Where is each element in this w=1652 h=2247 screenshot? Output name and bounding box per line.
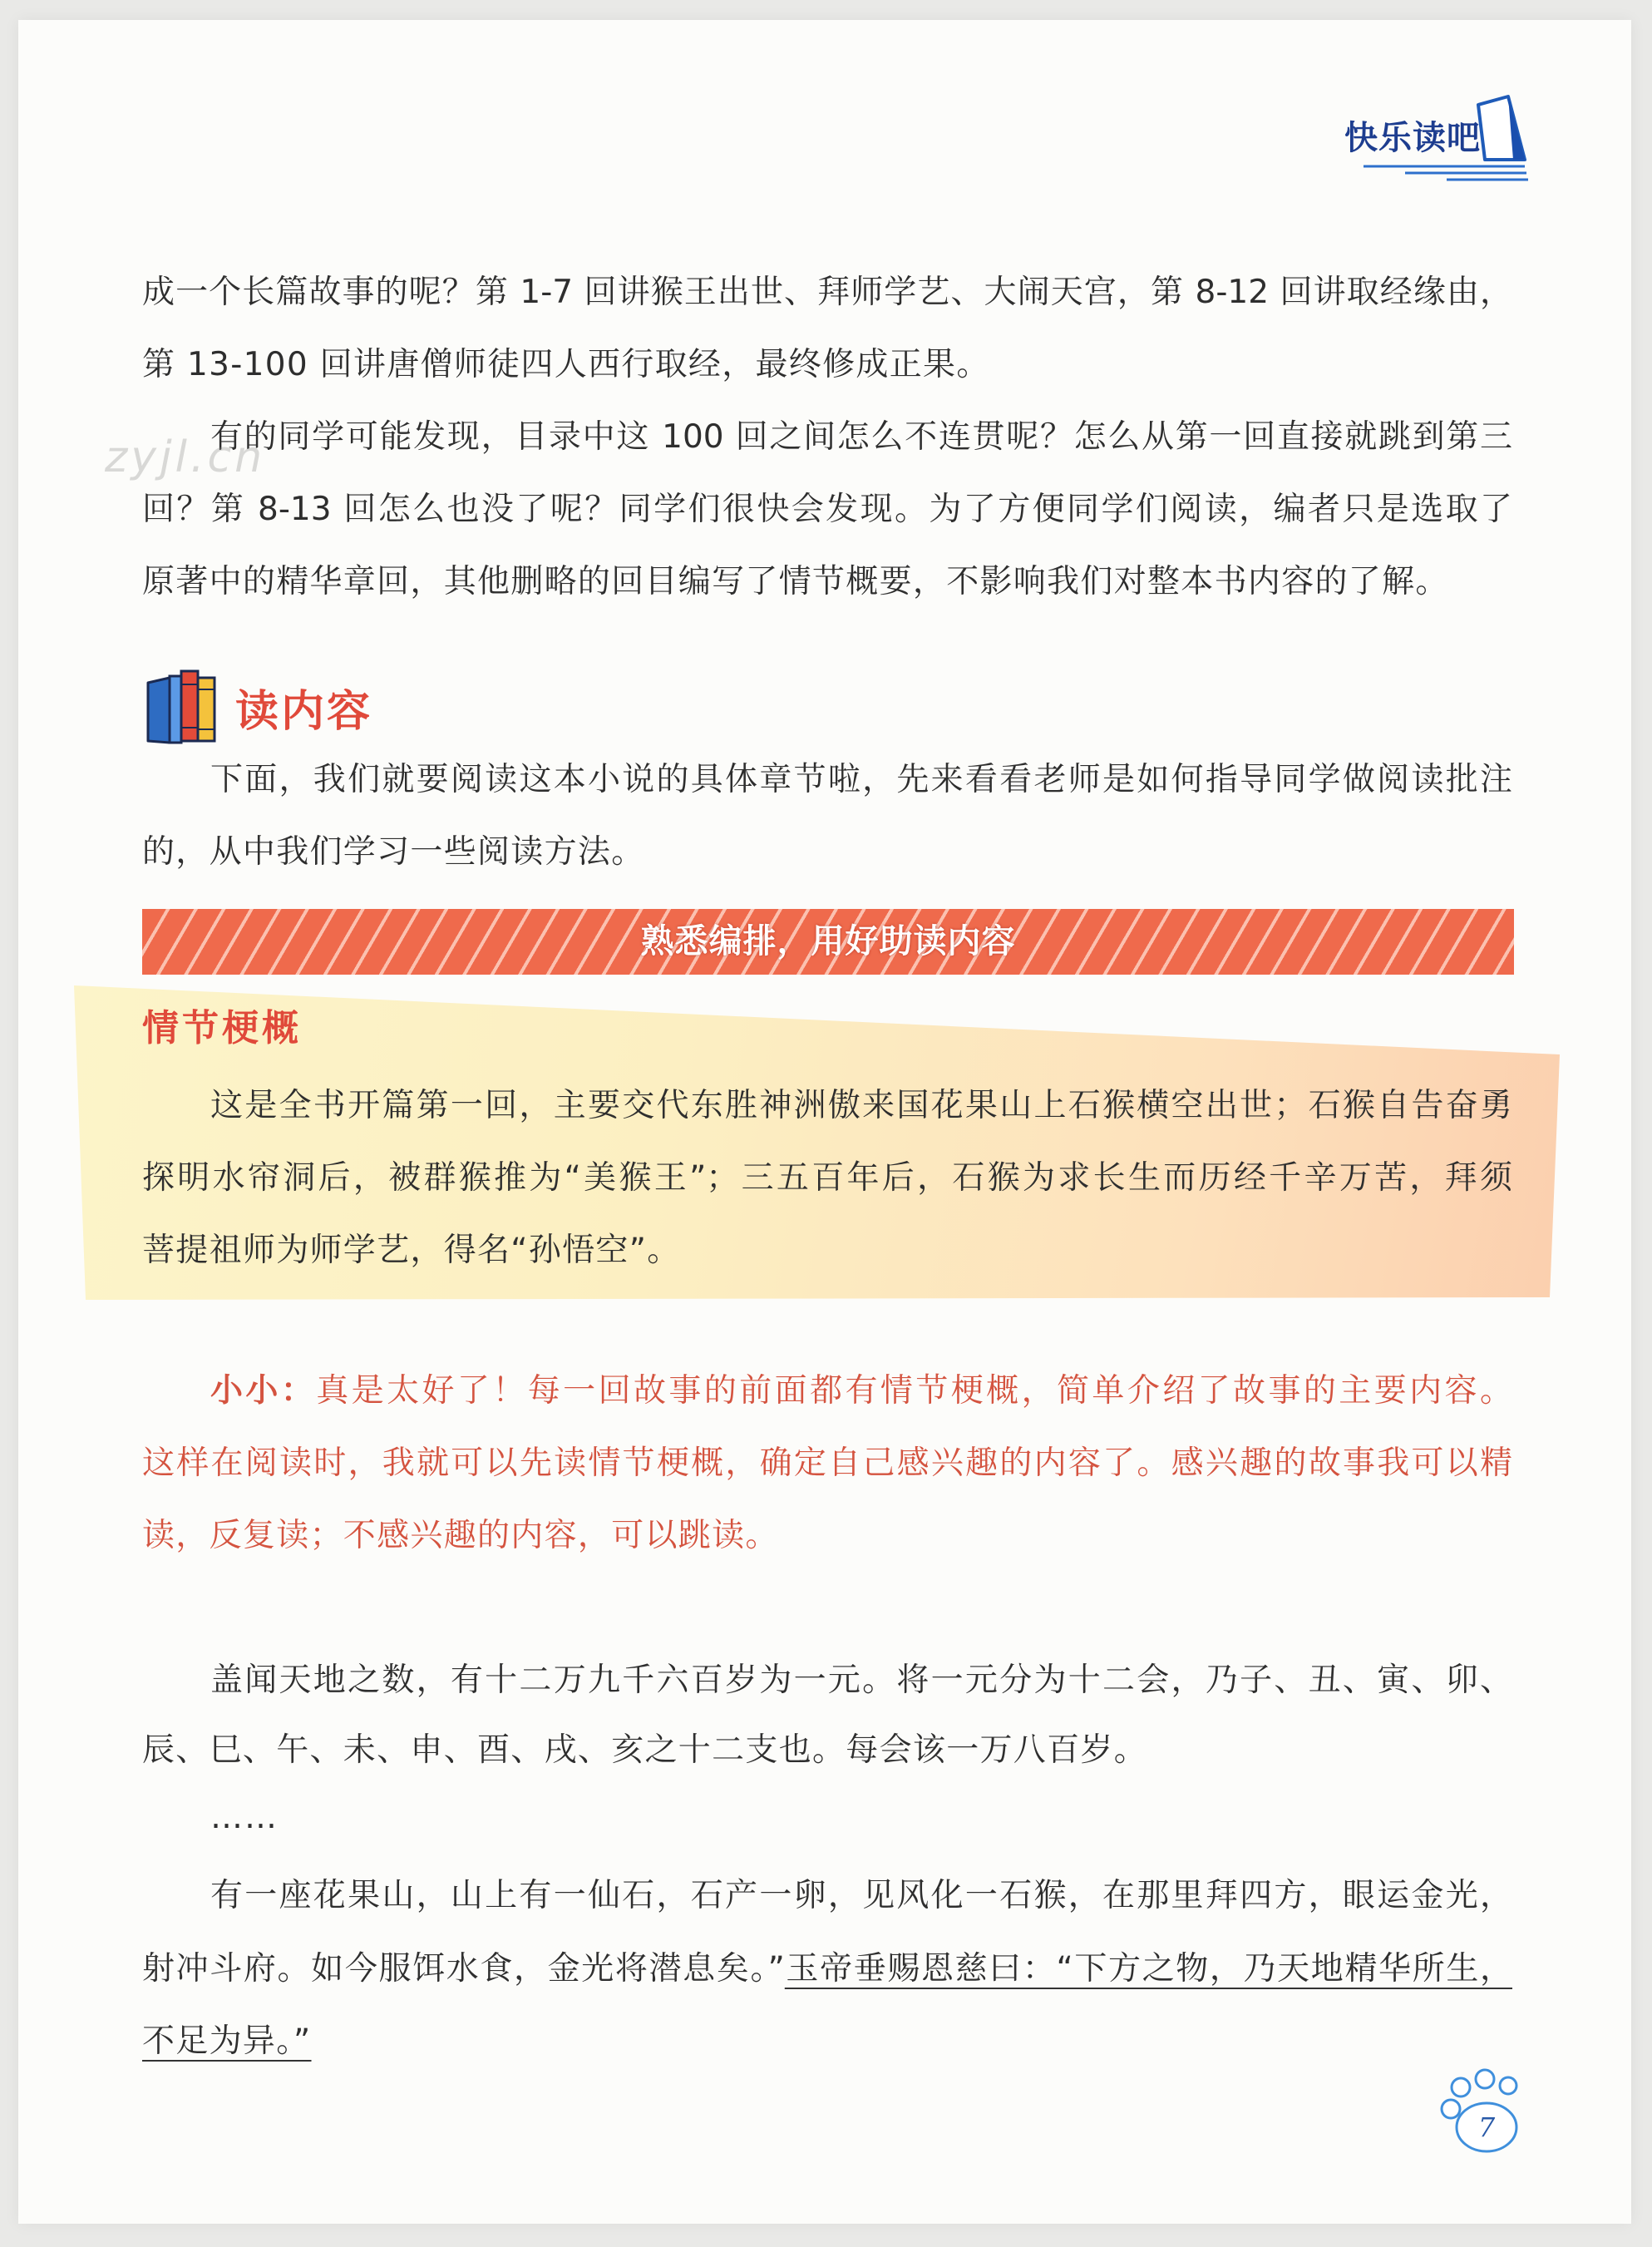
text-line: 这样在阅读时，我就可以先读情节梗概，确定自己感兴趣的内容了。感兴趣的故事我可以精 [142, 1444, 1512, 1482]
comment-text: 真是太好了！每一回故事的前面都有情节梗概，简单介绍了故事的主要内容。 [316, 1372, 1512, 1410]
blue-book-cover [148, 678, 170, 743]
section-title: 读内容 [235, 687, 373, 737]
plain-text: 射冲斗府。如今服饵水食，金光将潜息矣。” [142, 1949, 785, 1988]
underlined-text: 不足为异。” [142, 2022, 312, 2060]
yellow-book [198, 678, 215, 741]
text-line: 探明水帘洞后，被群猴推为“美猴王”；三五百年后，石猴为求长生而历经千辛万苦，拜须 [142, 1159, 1512, 1197]
intro-paragraph-2 [142, 401, 1512, 618]
page-number: 7 [1477, 2111, 1496, 2143]
text-line: 第 13-100 回讲唐僧师徒四人西行取经，最终修成正果。 [142, 346, 990, 383]
student-comment [142, 1355, 1512, 1572]
header-title: 快乐读吧 [1344, 119, 1481, 157]
summary-text [142, 1069, 1512, 1286]
summary-title: 情节梗概 [142, 1007, 302, 1049]
paw-toe [1476, 2070, 1494, 2088]
watermark: zyjl.cn [105, 432, 266, 482]
section-paragraph [142, 743, 1512, 888]
paw-toe [1500, 2077, 1516, 2094]
paw-toe [1442, 2100, 1460, 2118]
text-line: 辰、巳、午、未、申、酉、戌、亥之十二支也。每会该一万八百岁。 [142, 1731, 1148, 1769]
text-line: 有一座花果山，山上有一仙石，石产一卵，见风化一石猴，在那里拜四方，眼运金光， [210, 1877, 1512, 1914]
books-icon [145, 668, 224, 744]
ellipsis: …… [210, 1799, 279, 1836]
text-line: 成一个长篇故事的呢？第 1-7 回讲猴王出世、拜师学艺、大闹天宫，第 8-12 回讲取经缘由， [142, 274, 1512, 311]
text-line: 菩提祖师为师学艺，得名“孙悟空”。 [142, 1232, 681, 1269]
text-line [142, 1933, 1512, 2006]
underlined-text: 玉帝垂赐恩慈曰：“下方之物，乃天地精华所生， [784, 1949, 1512, 1988]
text-line [142, 1355, 1512, 1427]
text-line: 的，从中我们学习一些阅读方法。 [142, 833, 645, 871]
paw-toe [1452, 2078, 1470, 2096]
text-line: 这是全书开篇第一回，主要交代东胜神洲傲来国花果山上石猴横空出世；石猴自告奋勇 [210, 1087, 1512, 1124]
text-line: 回？第 8-13 回怎么也没了呢？同学们很快会发现。为了方便同学们阅读，编者只是选取了 [142, 491, 1512, 528]
excerpt-paragraph-1 [142, 1646, 1512, 1785]
intro-paragraph-1 [142, 256, 1512, 401]
red-book [181, 671, 198, 741]
text-line: 读，反复读；不感兴趣的内容，可以跳读。 [142, 1517, 779, 1554]
comment-speaker: 小小： [210, 1371, 317, 1410]
banner-text: 熟悉编排，用好助读内容 [640, 922, 1016, 961]
text-line: 盖闻天地之数，有十二万九千六百岁为一元。将一元分为十二会，乃子、丑、寅、卯、 [210, 1662, 1512, 1699]
text-line: 原著中的精华章回，其他删略的回目编写了情节概要，不影响我们对整本书内容的了解。 [142, 563, 1449, 600]
text-line: 有的同学可能发现，目录中这 100 回之间怎么不连贯呢？怎么从第一回直接就跳到第三 [210, 418, 1512, 456]
text-line [142, 2005, 1512, 2078]
blue-book-spine [170, 676, 181, 743]
paw-icon [1432, 2067, 1530, 2159]
banner [142, 909, 1514, 975]
excerpt-paragraph-2 [142, 1859, 1512, 2078]
text-line: 下面，我们就要阅读这本小说的具体章节啦，先来看看老师是如何指导同学做阅读批注 [210, 761, 1512, 798]
